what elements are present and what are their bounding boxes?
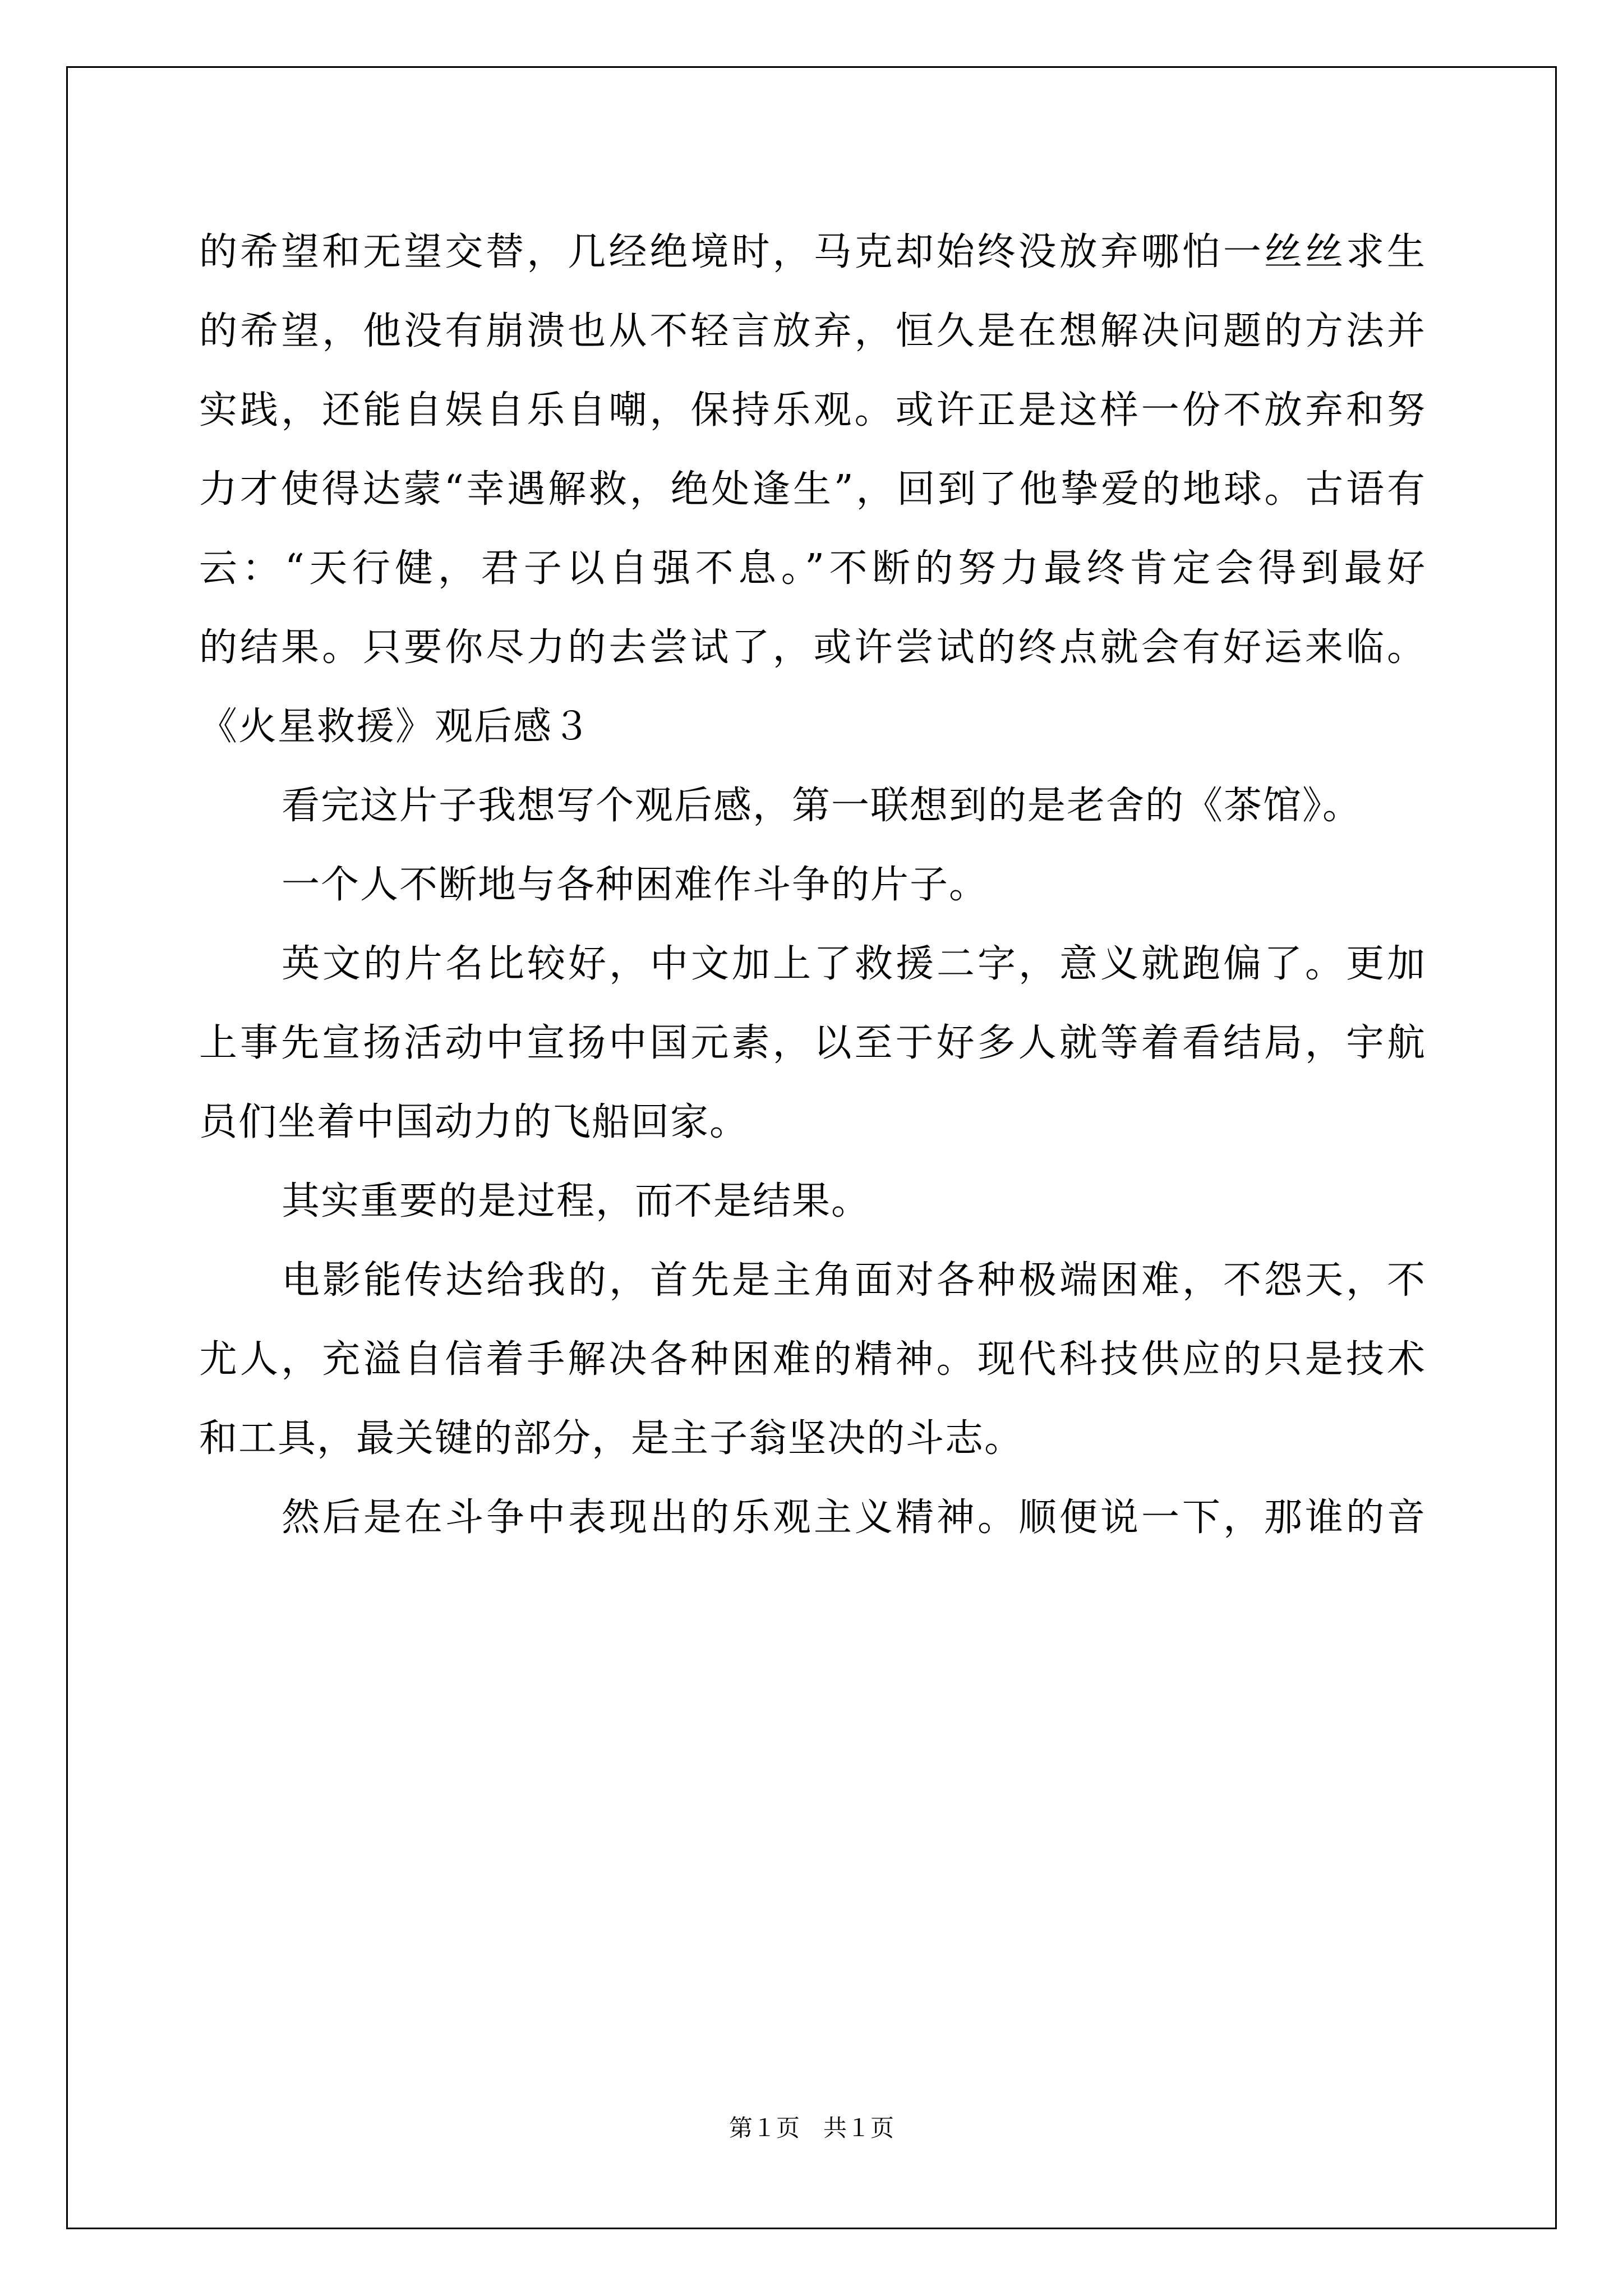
text-line: 的希望，他没有崩溃也从不轻言放弃，恒久是在想解决问题的方法并	[199, 309, 1426, 353]
text-line: 云：“天行健，君子以自强不息。”不断的努力最终肯定会得到最好	[199, 546, 1426, 591]
text-line: 的希望和无望交替，几经绝境时，马克却始终没放弃哪怕一丝丝求生	[199, 230, 1426, 274]
text-line: 尤人，充溢自信着手解决各种困难的精神。现代科技供应的只是技术	[199, 1337, 1426, 1382]
text-line: 力才使得达蒙“幸遇解救，绝处逢生”，回到了他挚爱的地球。古语有	[199, 467, 1426, 512]
text-line: 实践，还能自娱自乐自嘲，保持乐观。或许正是这样一份不放弃和努	[199, 388, 1426, 432]
text-line: 一个人不断地与各种困难作斗争的片子。	[282, 863, 989, 907]
section-heading: 《火星救援》观后感３	[199, 705, 592, 749]
text-line: 看完这片子我想写个观后感，第一联想到的是老舍的《茶馆》。	[282, 784, 1362, 828]
text-line: 上事先宣扬活动中宣扬中国元素，以至于好多人就等着看结局，宇航	[199, 1021, 1426, 1065]
text-line: 然后是在斗争中表现出的乐观主义精神。顺便说一下，那谁的音	[282, 1496, 1426, 1540]
text-line: 的结果。只要你尽力的去尝试了，或许尝试的终点就会有好运来临。	[199, 625, 1426, 670]
text-line: 员们坐着中国动力的飞船回家。	[199, 1100, 749, 1144]
text-line: 其实重要的是过程，而不是结果。	[282, 1179, 871, 1223]
page-footer: 第１页 共１页	[728, 2114, 894, 2142]
text-line: 电影能传达给我的，首先是主角面对各种极端困难，不怨天，不	[282, 1258, 1426, 1303]
text-line: 和工具，最关键的部分，是主子翁坚决的斗志。	[199, 1416, 1024, 1461]
text-line: 英文的片名比较好，中文加上了救援二字，意义就跑偏了。更加	[282, 942, 1426, 986]
